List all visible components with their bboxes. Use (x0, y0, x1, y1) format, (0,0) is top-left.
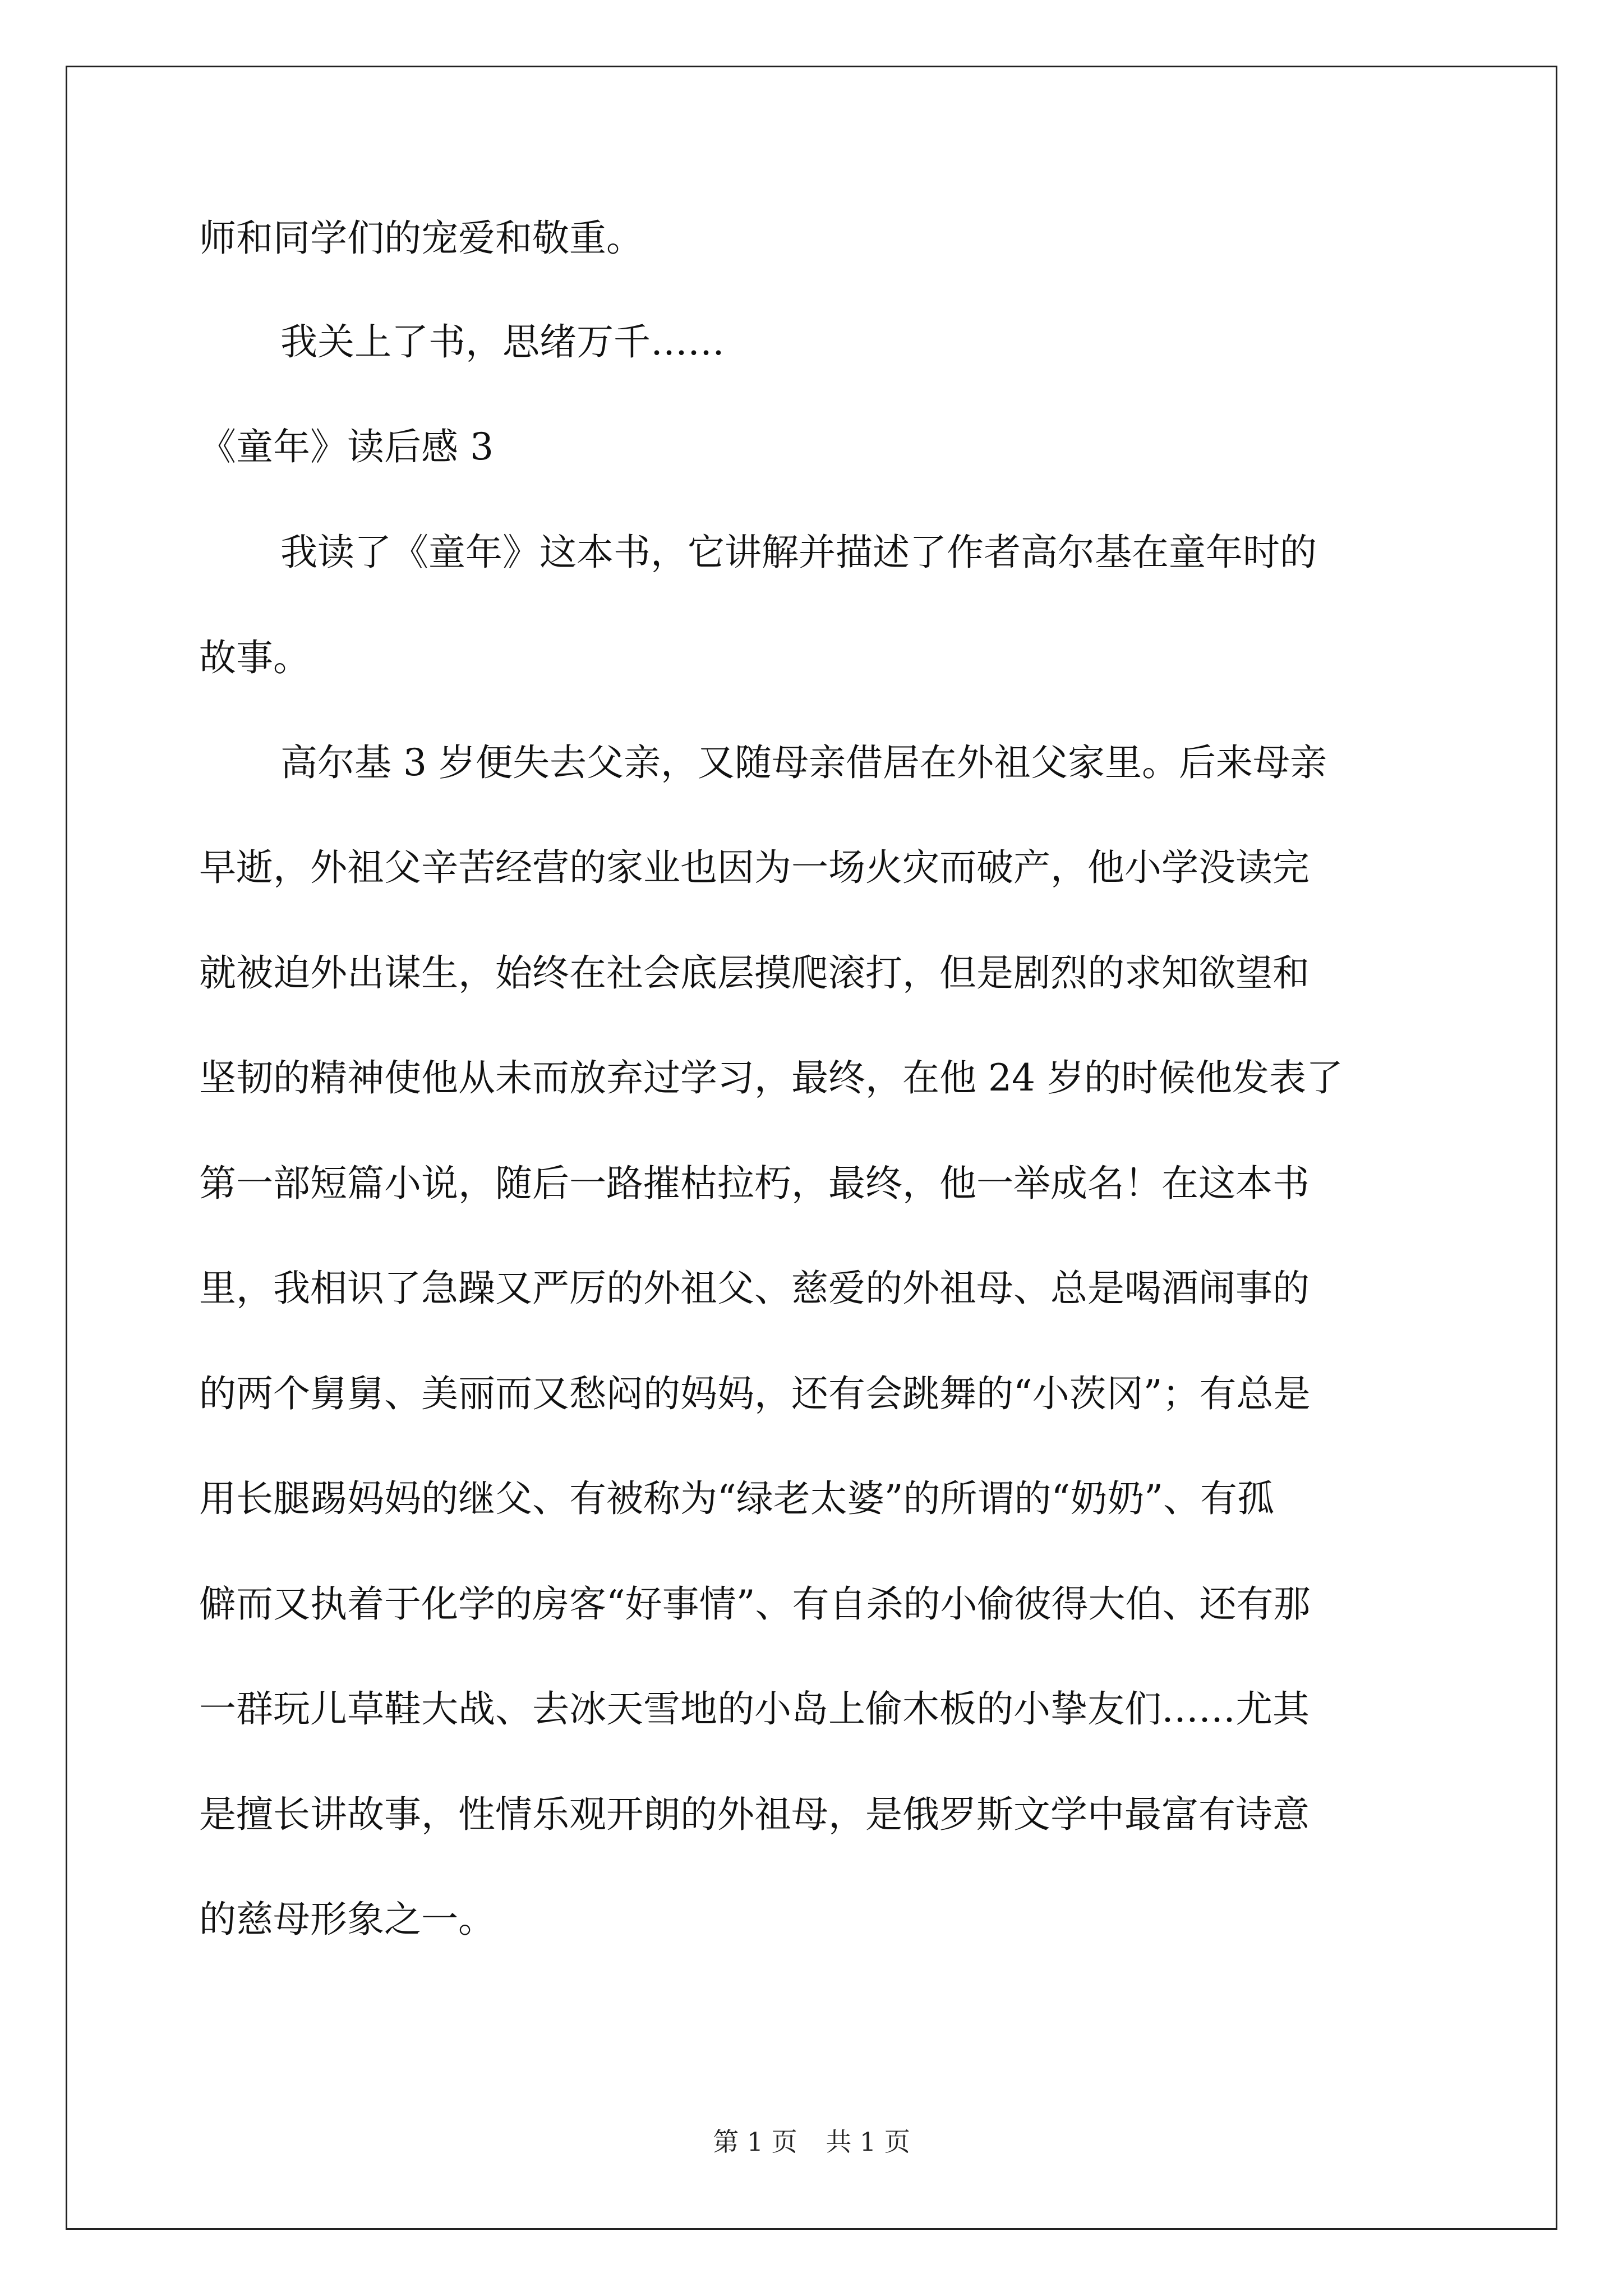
text-line: 早逝，外祖父辛苦经营的家业也因为一场火灾而破产，他小学没读完 (199, 846, 1310, 889)
page-footer (0, 2125, 1623, 2159)
text-line: 师和同学们的宠爱和敬重。 (199, 217, 643, 260)
text-line: 第一部短篇小说，随后一路摧枯拉朽，最终，他一举成名！在这本书 (199, 1162, 1310, 1205)
text-line: 僻而又执着于化学的房客“好事情”、有自杀的小偷彼得大伯、还有那 (199, 1582, 1311, 1626)
text-line: 是擅长讲故事，性情乐观开朗的外祖母，是俄罗斯文学中最富有诗意 (199, 1793, 1310, 1836)
text-line: 就被迫外出谋生，始终在社会底层摸爬滚打，但是剧烈的求知欲望和 (199, 951, 1310, 995)
text-line: 一群玩儿草鞋大战、去冰天雪地的小岛上偷木板的小挚友们……尤其 (199, 1687, 1310, 1731)
text-line: 里，我相识了急躁又严厉的外祖父、慈爱的外祖母、总是喝酒闹事的 (199, 1267, 1310, 1310)
text-line: 我读了《童年》这本书，它讲解并描述了作者高尔基在童年时的 (280, 531, 1317, 574)
text-line: 坚韧的精神使他从未而放弃过学习，最终，在他 24 岁的时候他发表了 (199, 1056, 1343, 1099)
text-line: 故事。 (199, 636, 310, 679)
page-number: 第 1 页 (713, 2127, 797, 2157)
text-line: 的两个舅舅、美丽而又愁闷的妈妈，还有会跳舞的“小茨冈”；有总是 (199, 1372, 1311, 1415)
text-line: 高尔基 3 岁便失去父亲，又随母亲借居在外祖父家里。后来母亲 (280, 741, 1327, 784)
section-heading: 《童年》读后感 3 (199, 425, 494, 468)
page-total: 共 1 页 (826, 2127, 910, 2157)
text-line: 用长腿踢妈妈的继父、有被称为“绿老太婆”的所谓的“奶奶”、有孤 (199, 1477, 1274, 1520)
text-line: 的慈母形象之一。 (199, 1898, 495, 1941)
text-line: 我关上了书，思绪万千…… (280, 320, 725, 364)
